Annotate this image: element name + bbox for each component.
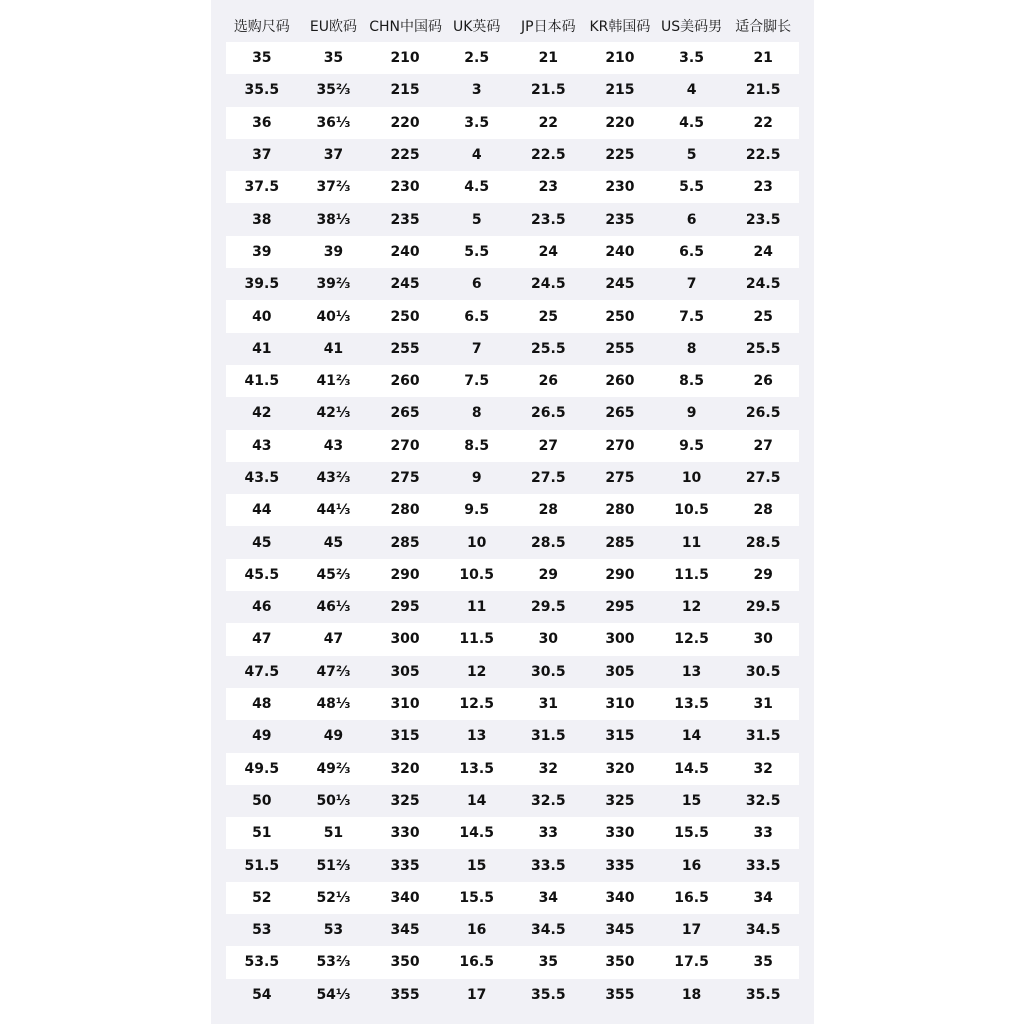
table-cell: 30.5 [727,656,799,688]
table-cell: 270 [584,430,656,462]
table-cell: 23 [727,171,799,203]
table-cell: 26 [513,365,585,397]
table-cell: 355 [369,979,441,1011]
table-cell: 23.5 [513,203,585,235]
table-cell: 220 [369,107,441,139]
table-cell: 22.5 [513,139,585,171]
table-cell: 34 [513,882,585,914]
table-cell: 16.5 [656,882,728,914]
table-cell: 46⅓ [298,591,370,623]
table-cell: 225 [369,139,441,171]
table-cell: 235 [584,203,656,235]
table-cell: 22 [513,107,585,139]
table-cell: 315 [369,720,441,752]
table-cell: 48⅓ [298,688,370,720]
table-cell: 28.5 [727,526,799,558]
table-row [226,979,799,1011]
table-cell: 280 [369,494,441,526]
table-cell: 14 [656,720,728,752]
table-cell: 15 [441,849,513,881]
table-cell: 320 [369,753,441,785]
table-cell: 275 [584,462,656,494]
table-cell: 305 [584,656,656,688]
table-cell: 28 [727,494,799,526]
table-cell: 16 [441,914,513,946]
table-cell: 330 [584,817,656,849]
table-cell: 27.5 [727,462,799,494]
table-cell: 10 [656,462,728,494]
table-cell: 4 [656,74,728,106]
table-cell: 335 [584,849,656,881]
table-cell: 5 [441,203,513,235]
table-cell: 350 [369,946,441,978]
table-cell: 37 [226,139,298,171]
table-cell: 41⅔ [298,365,370,397]
table-row [226,268,799,300]
table-row [226,236,799,268]
table-cell: 10 [441,526,513,558]
table-row [226,914,799,946]
table-cell: 43⅔ [298,462,370,494]
table-cell: 53 [226,914,298,946]
table-row [226,559,799,591]
table-cell: 34.5 [727,914,799,946]
column-header: KR韩国码 [589,18,651,35]
table-cell: 15.5 [441,882,513,914]
table-cell: 23.5 [727,203,799,235]
table-cell: 26 [727,365,799,397]
table-cell: 320 [584,753,656,785]
table-row [226,946,799,978]
table-cell: 47 [226,623,298,655]
table-cell: 41.5 [226,365,298,397]
table-cell: 27 [727,430,799,462]
table-cell: 14.5 [441,817,513,849]
table-cell: 300 [584,623,656,655]
table-cell: 295 [369,591,441,623]
table-cell: 240 [369,236,441,268]
table-cell: 37.5 [226,171,298,203]
table-cell: 16.5 [441,946,513,978]
table-header-row [226,9,799,42]
table-cell: 52⅓ [298,882,370,914]
table-cell: 34.5 [513,914,585,946]
table-cell: 16 [656,849,728,881]
table-cell: 8.5 [656,365,728,397]
table-cell: 7 [441,333,513,365]
table-cell: 6 [441,268,513,300]
table-cell: 31.5 [727,720,799,752]
table-row [226,817,799,849]
table-cell: 17.5 [656,946,728,978]
table-cell: 305 [369,656,441,688]
table-cell: 255 [584,333,656,365]
table-cell: 285 [369,526,441,558]
table-cell: 35 [727,946,799,978]
table-cell: 9 [656,397,728,429]
table-cell: 25 [727,300,799,332]
table-cell: 36⅓ [298,107,370,139]
table-cell: 230 [369,171,441,203]
table-row [226,462,799,494]
table-cell: 14 [441,785,513,817]
table-cell: 355 [584,979,656,1011]
column-header: UK英码 [452,18,501,35]
table-cell: 13.5 [441,753,513,785]
table-cell: 53 [298,914,370,946]
table-cell: 265 [369,397,441,429]
table-cell: 15.5 [656,817,728,849]
table-cell: 24 [513,236,585,268]
table-row [226,397,799,429]
table-cell: 34 [727,882,799,914]
table-cell: 29 [513,559,585,591]
table-cell: 39 [298,236,370,268]
table-cell: 3.5 [656,42,728,74]
table-cell: 39 [226,236,298,268]
table-cell: 47 [298,623,370,655]
table-cell: 21.5 [513,74,585,106]
table-cell: 220 [584,107,656,139]
table-cell: 42 [226,397,298,429]
table-cell: 275 [369,462,441,494]
table-row [226,333,799,365]
table-cell: 32 [513,753,585,785]
table-row [226,526,799,558]
table-row [226,785,799,817]
table-cell: 52 [226,882,298,914]
table-cell: 13 [656,656,728,688]
table-row [226,430,799,462]
table-cell: 44⅓ [298,494,370,526]
table-row [226,171,799,203]
table-cell: 4.5 [441,171,513,203]
table-cell: 4.5 [656,107,728,139]
table-cell: 9.5 [441,494,513,526]
table-cell: 48 [226,688,298,720]
table-cell: 53⅔ [298,946,370,978]
table-cell: 33 [513,817,585,849]
table-cell: 215 [369,74,441,106]
table-row [226,882,799,914]
table-cell: 3.5 [441,107,513,139]
table-cell: 33 [727,817,799,849]
table-cell: 47.5 [226,656,298,688]
table-cell: 35.5 [727,979,799,1011]
table-cell: 29.5 [513,591,585,623]
table-cell: 11 [656,526,728,558]
column-header: 适合脚长 [735,18,792,35]
table-cell: 27 [513,430,585,462]
table-cell: 45 [226,526,298,558]
table-cell: 6.5 [441,300,513,332]
table-cell: 30.5 [513,656,585,688]
table-cell: 15 [656,785,728,817]
table-cell: 310 [584,688,656,720]
table-cell: 41 [226,333,298,365]
table-cell: 31 [513,688,585,720]
table-cell: 40⅓ [298,300,370,332]
table-cell: 43 [226,430,298,462]
table-cell: 26.5 [727,397,799,429]
table-cell: 345 [584,914,656,946]
table-cell: 35.5 [513,979,585,1011]
table-cell: 11.5 [441,623,513,655]
table-cell: 11.5 [656,559,728,591]
table-cell: 42⅓ [298,397,370,429]
table-row [226,720,799,752]
table-cell: 340 [369,882,441,914]
table-cell: 22.5 [727,139,799,171]
table-cell: 24.5 [727,268,799,300]
table-cell: 13 [441,720,513,752]
table-cell: 49.5 [226,753,298,785]
table-cell: 8.5 [441,430,513,462]
table-cell: 10.5 [656,494,728,526]
table-cell: 17 [441,979,513,1011]
table-cell: 240 [584,236,656,268]
table-cell: 260 [369,365,441,397]
table-cell: 210 [369,42,441,74]
table-cell: 54 [226,979,298,1011]
table-cell: 21.5 [727,74,799,106]
table-cell: 47⅔ [298,656,370,688]
table-cell: 30 [513,623,585,655]
table-cell: 39.5 [226,268,298,300]
table-cell: 335 [369,849,441,881]
table-cell: 8 [656,333,728,365]
table-row [226,365,799,397]
column-header: EU欧码 [309,18,357,35]
table-cell: 12.5 [656,623,728,655]
table-cell: 32.5 [513,785,585,817]
column-header: 选购尺码 [233,18,290,35]
table-cell: 28.5 [513,526,585,558]
table-cell: 17 [656,914,728,946]
table-cell: 295 [584,591,656,623]
table-cell: 35 [513,946,585,978]
table-cell: 14.5 [656,753,728,785]
table-row [226,656,799,688]
table-cell: 225 [584,139,656,171]
table-row [226,107,799,139]
table-cell: 30 [727,623,799,655]
table-cell: 280 [584,494,656,526]
table-cell: 9.5 [656,430,728,462]
table-cell: 35 [298,42,370,74]
column-header: CHN中国码 [369,18,443,35]
table-cell: 35 [226,42,298,74]
table-row [226,753,799,785]
table-row [226,300,799,332]
table-cell: 265 [584,397,656,429]
table-body [226,42,799,1011]
table-cell: 26.5 [513,397,585,429]
table-cell: 24 [727,236,799,268]
table-row [226,203,799,235]
table-cell: 51⅔ [298,849,370,881]
table-row [226,74,799,106]
table-row [226,688,799,720]
table-cell: 45 [298,526,370,558]
table-cell: 51 [298,817,370,849]
table-cell: 49 [226,720,298,752]
table-cell: 22 [727,107,799,139]
table-cell: 25.5 [727,333,799,365]
table-cell: 215 [584,74,656,106]
table-cell: 40 [226,300,298,332]
table-cell: 235 [369,203,441,235]
table-cell: 3 [441,74,513,106]
table-cell: 230 [584,171,656,203]
table-cell: 210 [584,42,656,74]
table-cell: 28 [513,494,585,526]
table-cell: 250 [584,300,656,332]
table-cell: 24.5 [513,268,585,300]
size-chart-panel [211,0,814,1024]
table-cell: 6 [656,203,728,235]
table-cell: 290 [584,559,656,591]
table-cell: 39⅔ [298,268,370,300]
table-cell: 49 [298,720,370,752]
table-cell: 345 [369,914,441,946]
table-cell: 38 [226,203,298,235]
table-cell: 41 [298,333,370,365]
table-cell: 53.5 [226,946,298,978]
table-cell: 32.5 [727,785,799,817]
table-row [226,42,799,74]
table-cell: 5.5 [441,236,513,268]
table-cell: 330 [369,817,441,849]
table-row [226,591,799,623]
table-cell: 300 [369,623,441,655]
table-row [226,139,799,171]
table-cell: 2.5 [441,42,513,74]
table-cell: 255 [369,333,441,365]
table-row [226,494,799,526]
table-cell: 5 [656,139,728,171]
table-cell: 18 [656,979,728,1011]
table-cell: 35⅔ [298,74,370,106]
table-cell: 37 [298,139,370,171]
table-cell: 13.5 [656,688,728,720]
column-header: JP日本码 [521,18,576,35]
table-cell: 7.5 [441,365,513,397]
table-row [226,623,799,655]
table-cell: 290 [369,559,441,591]
table-cell: 325 [369,785,441,817]
column-header: US美码男 [660,18,723,35]
table-cell: 45⅔ [298,559,370,591]
table-cell: 23 [513,171,585,203]
table-cell: 33.5 [513,849,585,881]
table-cell: 12 [441,656,513,688]
table-cell: 38⅓ [298,203,370,235]
table-cell: 8 [441,397,513,429]
table-cell: 43 [298,430,370,462]
table-cell: 49⅔ [298,753,370,785]
table-cell: 350 [584,946,656,978]
table-cell: 310 [369,688,441,720]
table-cell: 32 [727,753,799,785]
table-cell: 12 [656,591,728,623]
table-cell: 43.5 [226,462,298,494]
table-cell: 50 [226,785,298,817]
table-cell: 325 [584,785,656,817]
table-cell: 21 [727,42,799,74]
table-cell: 44 [226,494,298,526]
table-cell: 6.5 [656,236,728,268]
table-cell: 340 [584,882,656,914]
table-cell: 245 [369,268,441,300]
size-chart-table [226,9,799,1011]
table-cell: 31.5 [513,720,585,752]
table-cell: 25 [513,300,585,332]
table-cell: 27.5 [513,462,585,494]
table-cell: 50⅓ [298,785,370,817]
table-cell: 51.5 [226,849,298,881]
table-cell: 45.5 [226,559,298,591]
table-cell: 12.5 [441,688,513,720]
table-cell: 25.5 [513,333,585,365]
table-cell: 5.5 [656,171,728,203]
table-cell: 270 [369,430,441,462]
table-cell: 46 [226,591,298,623]
table-cell: 36 [226,107,298,139]
table-cell: 9 [441,462,513,494]
table-cell: 10.5 [441,559,513,591]
table-cell: 31 [727,688,799,720]
table-cell: 260 [584,365,656,397]
table-cell: 7.5 [656,300,728,332]
table-cell: 37⅔ [298,171,370,203]
table-cell: 29 [727,559,799,591]
table-cell: 33.5 [727,849,799,881]
table-cell: 250 [369,300,441,332]
table-cell: 285 [584,526,656,558]
table-cell: 54⅓ [298,979,370,1011]
table-cell: 21 [513,42,585,74]
table-cell: 4 [441,139,513,171]
table-cell: 245 [584,268,656,300]
table-cell: 29.5 [727,591,799,623]
table-cell: 51 [226,817,298,849]
table-row [226,849,799,881]
table-cell: 11 [441,591,513,623]
table-cell: 315 [584,720,656,752]
table-cell: 35.5 [226,74,298,106]
table-cell: 7 [656,268,728,300]
